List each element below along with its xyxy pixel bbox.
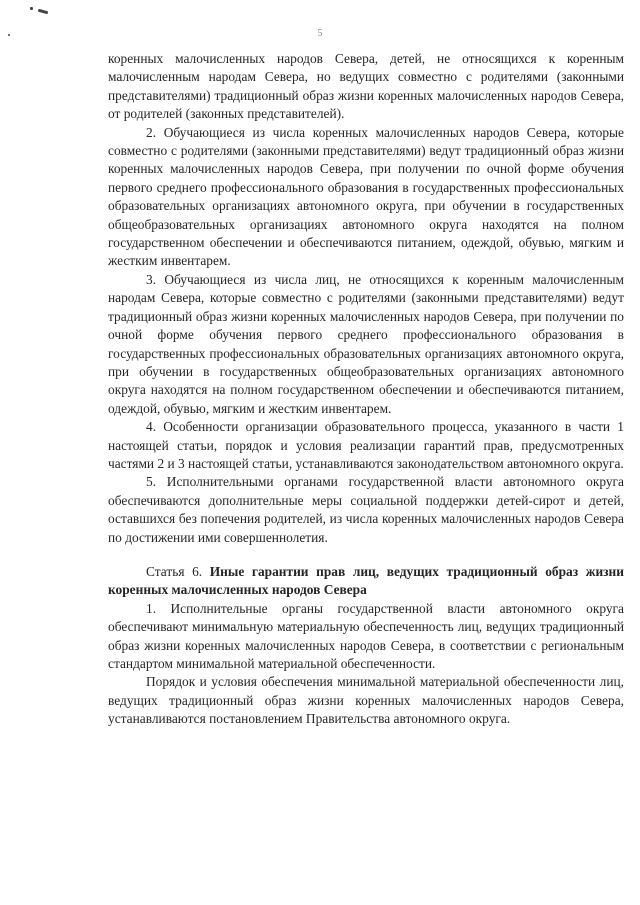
paragraph: Порядок и условия обеспечения минимальной материальной обеспеченности лиц, ведущих традиционный образ жизни коренных малочисленных народов Севера, устанавливаются постановлением Правительства автономного округа.	[108, 674, 624, 727]
paragraph: коренных малочисленных народов Севера, детей, не относящихся к коренным малочисленным народам Севера, но ведущих совместно с родителями (законными представителями) традиционный образ жизни коренных малочисленных народов Севера, от родителей (законных представителей).	[108, 51, 624, 122]
paragraph: 4. Особенности организации образовательного процесса, указанного в части 1 настоящей статьи, порядок и условия реализации гарантий прав, предусмотренных частями 2 и 3 настоящей статьи, устанавливаются законодательством автономного округа.	[108, 419, 624, 471]
paragraph: 1. Исполнительные органы государственной власти автономного округа обеспечивают минимальную материальную обеспеченность лиц, ведущих традиционный образ жизни коренных малочисленных народов Севера, в соответствии с региональным стандартом минимальной материальной обеспеченности.	[108, 600, 624, 671]
section-gap	[108, 547, 624, 563]
document-body	[108, 50, 624, 729]
article-heading	[108, 563, 624, 600]
paragraph: 2. Обучающиеся из числа коренных малочисленных народов Севера, которые совместно с родителями (законными представителями) ведут традиционный образ жизни коренных малочисленных народов Севера, при получении по очной форме обучения первого среднего профессионального образования в государственных профессиональных образовательных организациях автономного округа, при обучении в государственных общеобразовательных организациях автономного округа находятся на полном государственном обеспечении и обеспечиваются питанием, одеждой, обувью, мягким и жестким инвентарем.	[108, 124, 624, 269]
article-title: Иные гарантии прав лиц, ведущих традиционный образ жизни коренных малочисленных народов Севера	[108, 563, 624, 598]
paragraph: 5. Исполнительными органами государственной власти автономного округа обеспечиваются дополнительные меры социальной поддержки детей-сирот и детей, оставшихся без попечения родителей, из числа коренных малочисленных народов Севера по достижении ими совершеннолетия.	[108, 474, 624, 545]
article-label: Статья 6.	[146, 563, 203, 579]
scan-speck	[30, 7, 33, 10]
scan-speck	[38, 9, 48, 14]
paragraph: 3. Обучающиеся из числа лиц, не относящихся к коренным малочисленным народам Севера, которые совместно с родителями (законными представителями) ведут традиционный образ жизни коренных малочисленных народов Севера, при получении по очной форме обучения первого среднего профессионального образования в государственных профессиональных образовательных организациях автономного округа, при обучении в государственных общеобразовательных организациях автономного округа находятся на полном государственном обеспечении и обеспечиваются питанием, одеждой, обувью, мягким и жестким инвентарем.	[108, 271, 624, 416]
page-number: 5	[317, 28, 323, 39]
